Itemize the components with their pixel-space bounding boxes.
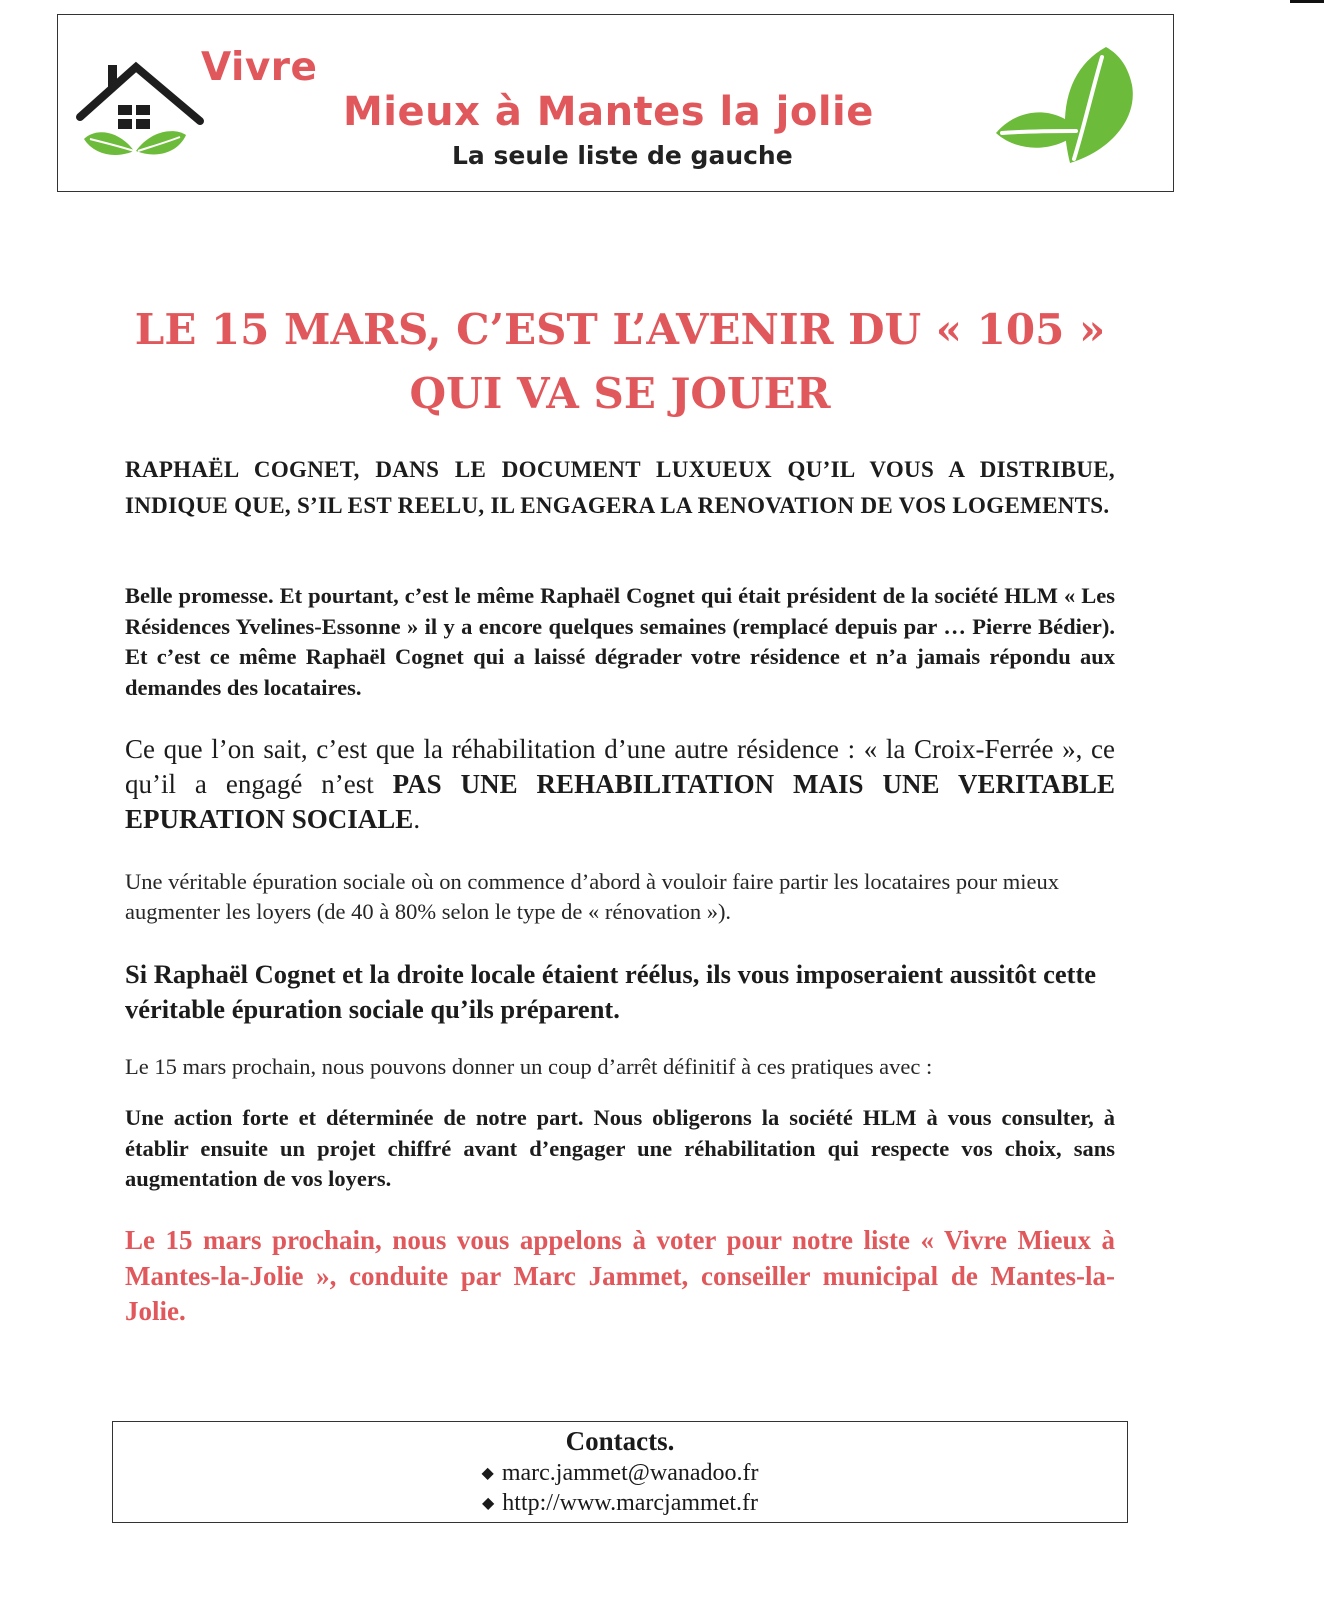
brand-name-line1: Vivre	[201, 45, 318, 90]
paragraph-intro: RAPHAËL COGNET, DANS LE DOCUMENT LUXUEUX QU’IL VOUS A DISTRIBUE, INDIQUE QUE, S’IL EST REELU, IL ENGAGERA LA RENOVATION DE VOS LOGEMENTS.	[125, 457, 1115, 518]
paragraph-march-15: Le 15 mars prochain, nous pouvons donner un coup d’arrêt définitif à ces pratiques avec :	[125, 1054, 933, 1079]
headline-line1: LE 15 MARS, C’EST L’AVENIR DU « 105 »	[134, 305, 1106, 355]
page-headline	[100, 298, 1140, 426]
paragraph-croix-ferree-intro: Ce que l’on sait, c’est que la réhabilitation d’une autre résidence : « la Croix-Ferrée », ce qu’il a engagé n’est	[125, 734, 1115, 799]
header-banner	[57, 14, 1174, 192]
contacts-box	[112, 1421, 1128, 1523]
scan-edge-mark	[1290, 0, 1324, 3]
contact-email[interactable]: marc.jammet@wanadoo.fr	[501, 1460, 759, 1486]
paragraph-croix-ferree-emphasis: PAS UNE REHABILITATION MAIS UNE VERITABLE EPURATION SOCIALE	[125, 769, 1115, 834]
brand-tagline: La seule liste de gauche	[452, 141, 793, 170]
contact-website[interactable]: http://www.marcjammet.fr	[502, 1490, 758, 1516]
paragraph-call-to-vote: Le 15 mars prochain, nous vous appelons à voter pour notre liste « Vivre Mieux à Mantes-la-Jolie », conduite par Marc Jammet, conseiller municipal de Mantes-la-Jolie.	[125, 1225, 1115, 1326]
contacts-title: Contacts.	[565, 1426, 675, 1456]
brand-name-line2: Mieux à Mantes la jolie	[343, 89, 874, 135]
diamond-bullet-icon: ◆	[481, 1465, 494, 1482]
leaves-icon	[988, 35, 1138, 175]
headline-line2: QUI VA SE JOUER	[409, 369, 831, 419]
house-icon	[76, 55, 206, 175]
paragraph-croix-ferree-end: .	[413, 804, 421, 834]
paragraph-warning: Si Raphaël Cognet et la droite locale étaient réélus, ils vous imposeraient aussitôt cette véritable épuration sociale qu’ils préparent.	[125, 959, 1097, 1024]
paragraph-promise: Belle promesse. Et pourtant, c’est le même Raphaël Cognet qui était président de la société HLM « Les Résidences Yvelines-Essonne » il y a encore quelques semaines (remplacé depuis par … Pierre Bédier). Et c’est ce même Raphaël Cognet qui a laissé dégrader votre résidence et n’a jamais répondu aux demandes des locataires.	[125, 583, 1115, 700]
paragraph-croix-ferree	[125, 732, 1115, 837]
paragraph-epuration: Une véritable épuration sociale où on commence d’abord à vouloir faire partir les locataires pour mieux augmenter les loyers (de 40 à 80% selon le type de « rénovation »).	[125, 869, 1060, 924]
paragraph-action: Une action forte et déterminée de notre part. Nous obligerons la société HLM à vous consulter, à établir ensuite un projet chiffré avant d’engager une réhabilitation qui respecte vos choix, sans augmentation de vos loyers.	[125, 1105, 1115, 1191]
diamond-bullet-icon: ◆	[481, 1495, 495, 1512]
contact-email-line	[113, 1460, 1127, 1487]
contact-website-line	[113, 1490, 1127, 1517]
